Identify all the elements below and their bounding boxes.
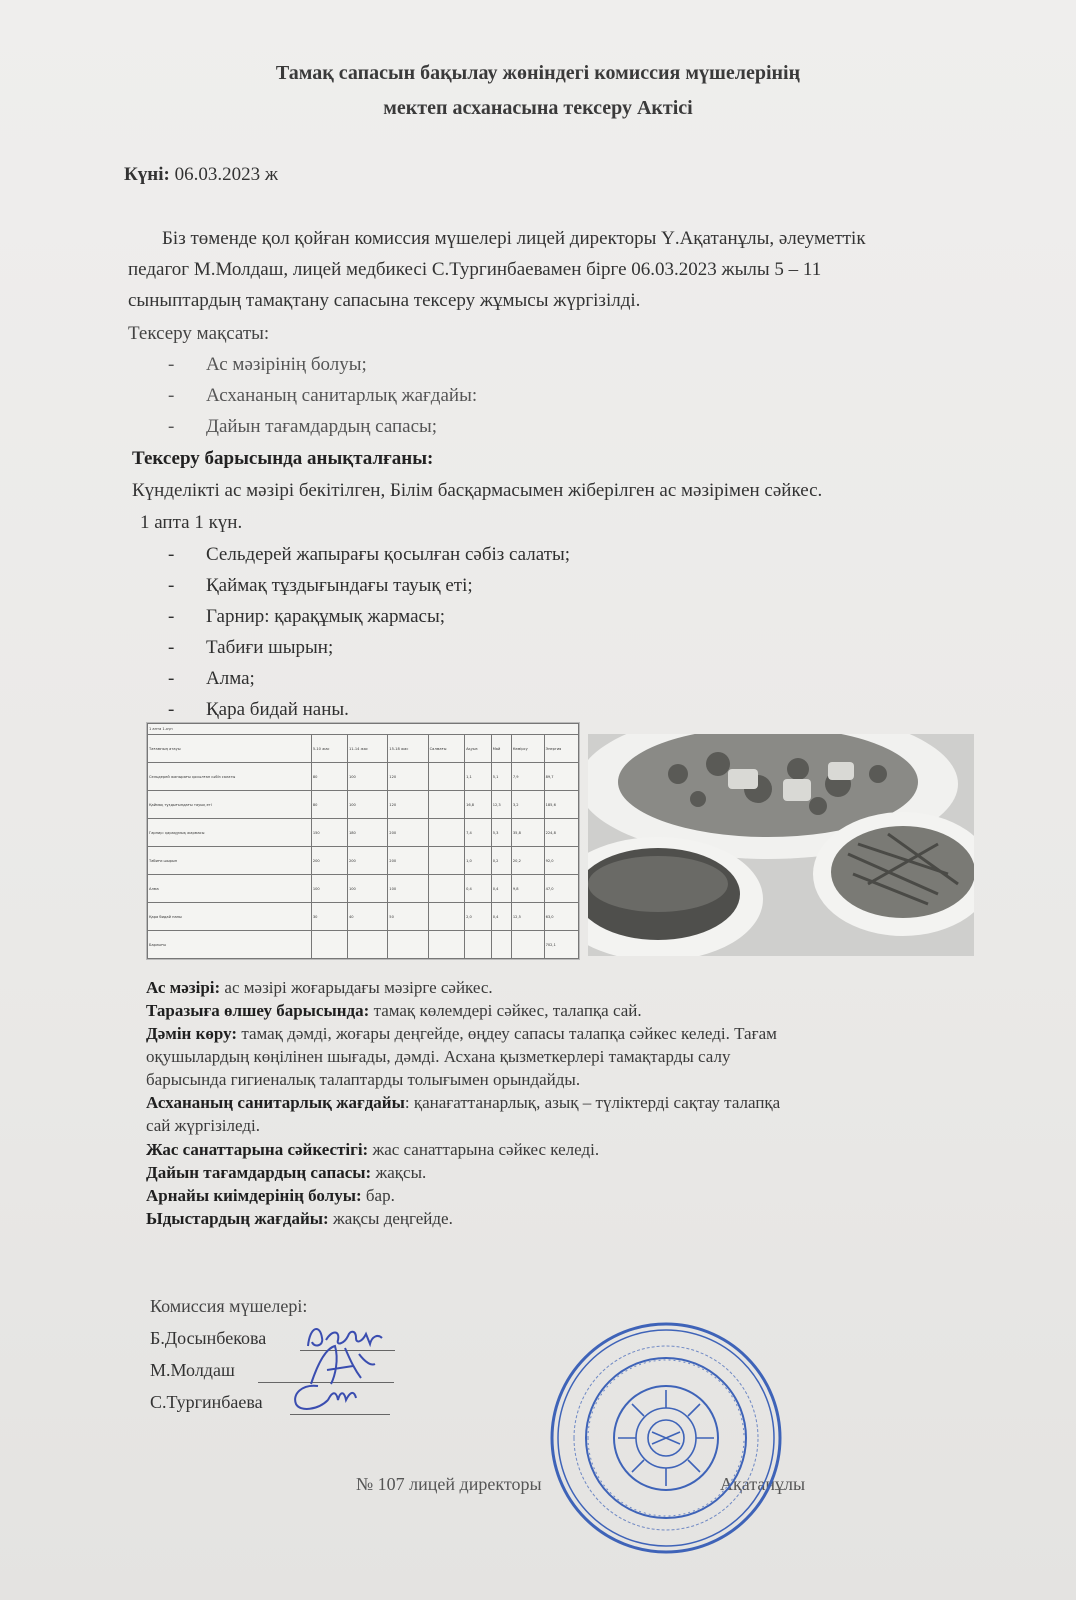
commission-member: М.Молдаш: [150, 1360, 235, 1380]
purpose-item: - Асхананың санитарлық жағдайы:: [168, 385, 478, 406]
food-photo: [588, 734, 974, 956]
table-header-cell: Салмағы: [428, 735, 464, 763]
finding-line: оқушылардың көңілінен шығады, дәмді. Асхана қызметкерлері тамақтарды салу: [146, 1047, 731, 1066]
signature-turginbaeva: [288, 1376, 368, 1416]
intro-line-3: сыныптардың тамақтану сапасына тексеру жұмысы жүргізілді.: [128, 290, 641, 311]
table-header-cell: Май: [491, 735, 511, 763]
official-stamp: [548, 1320, 784, 1556]
menu-item: - Қаймақ тұздығындағы тауық еті;: [168, 575, 473, 596]
table-header-cell: Энергия: [544, 735, 578, 763]
table-row: Сельдерей жапырағы қосылған сәбіз салаты 80 100 120 1,1 5,1 7,9 89,7: [148, 763, 579, 791]
document-title-line1: Тамақ сапасын бақылау жөніндегі комиссия мүшелерінің: [275, 62, 801, 84]
date-label: Күні:: [124, 164, 170, 185]
commission-member: Б.Досынбекова: [150, 1328, 267, 1348]
table-row: Гарнир: қарақұмық жармасы 150 180 200 7,4 5,3 35,8 224,8: [148, 819, 579, 847]
table-header-cell: Тағамның атауы: [148, 735, 312, 763]
table-row: Алма 100 100 100 0,4 0,4 9,8 47,0: [148, 875, 579, 903]
table-row: Барлығы 702,1: [148, 931, 579, 959]
menu-item: - Алма;: [168, 668, 255, 689]
footer-director-name: Ақатанұлы: [720, 1474, 806, 1494]
purpose-label: Тексеру мақсаты:: [128, 323, 270, 344]
findings-header: Тексеру барысында анықталғаны:: [132, 448, 434, 469]
finding-line: Дайын тағамдардың сапасы: жақсы.: [146, 1163, 427, 1182]
menu-item: - Сельдерей жапырағы қосылған сәбіз салаты;: [168, 544, 571, 565]
finding-line: Арнайы киімдерінің болуы: бар.: [146, 1186, 395, 1205]
menu-item: - Гарнир: қарақұмық жармасы;: [168, 606, 445, 627]
table-caption: 1 апта 1-күн: [148, 724, 579, 735]
table-header-cell: Ақуыз: [465, 735, 492, 763]
date-line: [124, 164, 278, 186]
table-row: Қаймақ тұздығындағы тауық еті 80 100 120 16,8 12,3 3,2 185,6: [148, 791, 579, 819]
date-value: 06.03.2023 ж: [174, 164, 278, 185]
table-header-cell: 15-18 жас: [388, 735, 428, 763]
finding-line: Таразыға өлшеу барысында: тамақ көлемдері сәйкес, талапқа сай.: [146, 1001, 642, 1020]
table-header-cell: 11-14 жас: [347, 735, 387, 763]
finding-line: Ыдыстардың жағдайы: жақсы деңгейде.: [146, 1209, 453, 1228]
intro-line-1: Біз төменде қол қойған комиссия мүшелері лицей директоры Ү.Ақатанұлы, әлеуметтік: [162, 228, 866, 249]
food-photo-illustration: [588, 734, 974, 956]
finding-line: Ас мәзірі: ас мәзірі жоғарыдағы мәзірге сәйкес.: [146, 978, 493, 997]
table-header-cell: Көмірсу: [511, 735, 544, 763]
table-row: Қара бидай наны 30 40 50 2,0 0,4 12,5 63,0: [148, 903, 579, 931]
commission-member: С.Тургинбаева: [150, 1392, 263, 1412]
finding-line: сай жүргізіледі.: [146, 1116, 260, 1135]
finding-line: Дәмін көру: тамақ дәмді, жоғары деңгейде, өңдеу сапасы талапқа сәйкес келеді. Тағам: [146, 1024, 777, 1043]
menu-table-image: [146, 722, 580, 960]
menu-item: - Табиғи шырын;: [168, 637, 334, 658]
table-header-cell: 5-10 жас: [311, 735, 347, 763]
menu-note: Күнделікті ас мәзірі бекітілген, Білім басқармасымен жіберілген ас мәзірімен сәйкес.: [132, 480, 823, 501]
finding-line: Асхананың санитарлық жағдайы: қанағаттанарлық, азық – түліктерді сақтау талапқа: [146, 1093, 781, 1112]
purpose-item: - Дайын тағамдардың сапасы;: [168, 416, 438, 437]
week-day: 1 апта 1 күн.: [140, 512, 243, 533]
purpose-item: - Ас мәзірінің болуы;: [168, 354, 367, 375]
finding-line: Жас санаттарына сәйкестігі: жас санаттарына сәйкес келеді.: [146, 1140, 600, 1159]
intro-line-2: педагог М.Молдаш, лицей медбикесі С.Тургинбаевамен бірге 06.03.2023 жылы 5 – 11: [128, 259, 822, 280]
table-row: Табиғи шырын 200 200 200 1,0 0,2 20,2 92,0: [148, 847, 579, 875]
document-title-line2: мектеп асханасына тексеру Актісі: [383, 97, 693, 119]
commission-label: Комиссия мүшелері:: [150, 1296, 308, 1316]
menu-item: - Қара бидай наны.: [168, 699, 349, 720]
finding-line: барысында гигиеналық талаптарды толығымен орындайды.: [146, 1070, 581, 1089]
footer-director-label: № 107 лицей директоры: [356, 1474, 542, 1494]
